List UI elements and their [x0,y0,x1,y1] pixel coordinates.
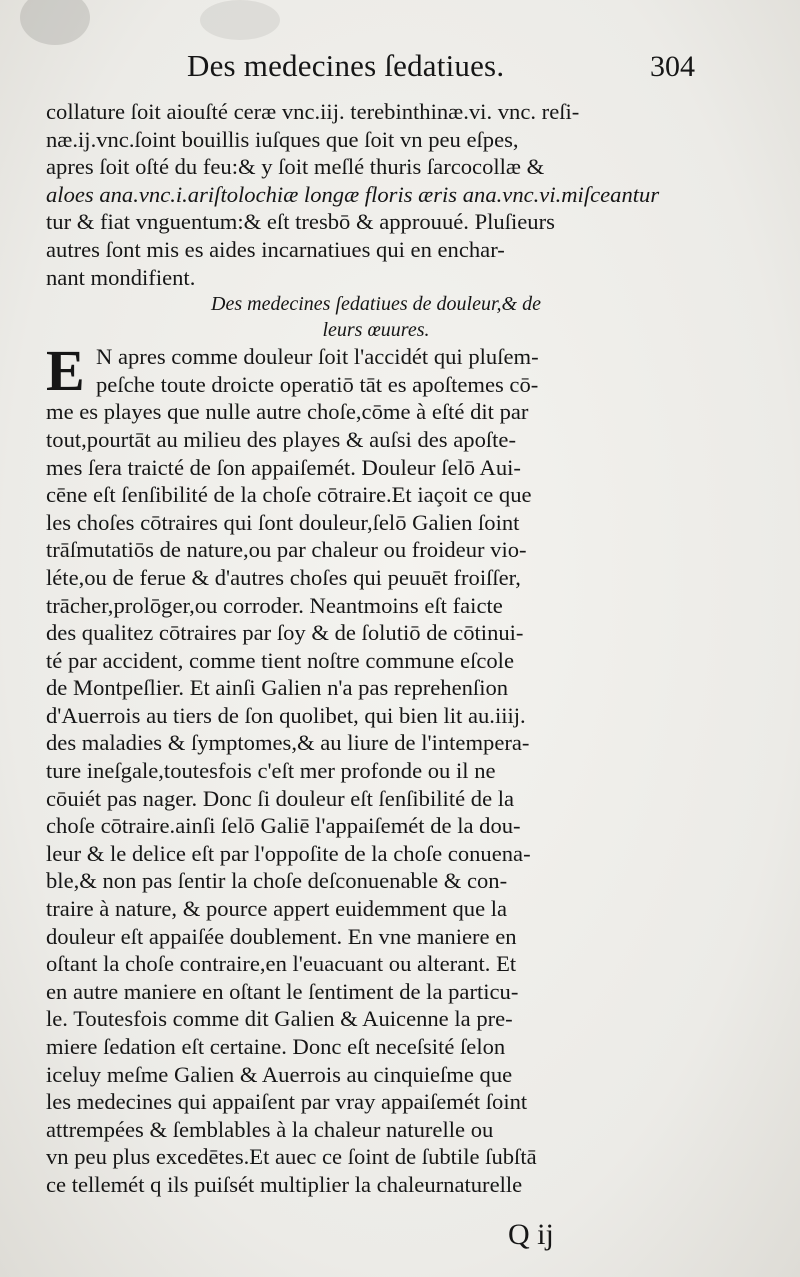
text-line: collature ſoit aiouſté ceræ vnc.iij. terebinthinæ.vi. vnc. reſi- [46,99,580,124]
text-line: trācher,prolōger,ou corroder. Neantmoins eſt faicte [46,592,503,618]
text-line: les medecines qui appaiſent par vray appaiſemét ſoint [46,1089,528,1115]
section-heading-line-1: Des medecines ſedatiues de douleur,& de [211,293,541,316]
page-header [0,42,800,92]
text-line: N apres comme douleur ſoit l'accidét qui pluſem- [96,344,539,370]
text-line: ble,& non pas ſentir la choſe deſconuenable & con- [46,868,508,894]
text-line: d'Auerrois au tiers de ſon quolibet, qui bien lit au.iiij. [46,702,526,728]
text-line: leur & le delice eſt par l'oppoſite de la choſe conuena- [46,840,531,866]
text-line: aloes ana.vnc.i.ariſtolochiæ longæ floris æris ana.vnc.vi.miſceantur [46,181,660,207]
text-body [46,98,706,1199]
text-line: vn peu plus excedētes.Et auec ce ſoint de ſubtile ſubſtā [46,1144,537,1170]
drop-cap: E [46,338,85,404]
text-line: té par accident, comme tient noſtre commune eſcole [46,647,514,673]
text-line: le. Toutesfois comme dit Galien & Auicenne la pre- [46,1006,513,1032]
text-line: trāſmutatiōs de nature,ou par chaleur ou froideur vio- [46,537,527,563]
text-line: cēne eſt ſenſibilité de la choſe cōtraire.Et iaçoit ce que [46,482,532,508]
text-line: cōuiét pas nager. Donc ſi douleur eſt ſenſibilité de la [46,785,515,811]
text-line: tur & fiat vnguentum:& eſt tresbō & approuué. Pluſieurs [46,209,555,235]
text-line: peſche toute droicte operatiō tāt es apoſtemes cō- [96,371,539,397]
text-line: en autre maniere en oſtant le ſentiment de la particu- [46,978,519,1004]
running-head: Des medecines ſedatiues. [187,48,505,83]
signature-mark: Q ij [508,1218,554,1251]
text-line: douleur eſt appaiſée doublement. En vne maniere en [46,923,517,949]
drop-cap-block [46,338,706,404]
text-line: næ.ij.vnc.ſoint bouillis iuſques que ſoit vn peu eſpes, [46,126,519,152]
text-line: des qualitez cōtraires par ſoy & de ſolutiō de cōtinui- [46,620,524,646]
ink-stain-top-right [200,0,280,40]
text-line: ture ineſgale,toutesfois c'eſt mer profonde ou il ne [46,758,496,784]
text-line: de Montpeſlier. Et ainſi Galien n'a pas reprehenſion [46,675,509,701]
text-line: miere ſedation eſt certaine. Donc eſt neceſsité ſelon [46,1034,506,1059]
text-line: attrempées & ſemblables à la chaleur naturelle ou [46,1116,494,1142]
text-line: traire à nature, & pource appert euidemment que la [46,896,508,922]
text-line: tout,pourtāt au milieu des playes & auſsi des apoſte- [46,426,516,452]
section-heading-line-2: leurs œuures. [322,319,430,342]
text-line: léte,ou de ferue & d'autres choſes qui peuuēt froiſſer, [46,564,521,590]
text-line: iceluy meſme Galien & Auerrois au cinquieſme que [46,1061,513,1087]
text-line: des maladies & ſymptomes,& au liure de l'intempera- [46,730,530,756]
page-number: 304 [650,50,695,83]
text-line: les choſes cōtraires qui ſont douleur,ſelō Galien ſoint [46,509,520,535]
text-line: choſe cōtraire.ainſi ſelō Galiē l'appaiſemét de la dou- [46,813,521,839]
text-line: ce tellemét q ils puiſsét multiplier la chaleurnaturelle [46,1171,523,1197]
text-line: mes ſera traicté de ſon appaiſemét. Douleur ſelō Aui- [46,454,521,480]
text-line: me es playes que nulle autre choſe,cōme à eſté dit par [46,399,529,425]
text-line: apres ſoit oſté du feu:& y ſoit meſlé thuris ſarcocollæ & [46,154,545,180]
text-line: autres ſont mis es aides incarnatiues qui en enchar- [46,236,505,262]
text-line: oſtant la choſe contraire,en l'euacuant ou alterant. Et [46,951,517,977]
ink-stain-top-left [20,0,90,45]
text-line: nant mondifient. [46,264,196,290]
